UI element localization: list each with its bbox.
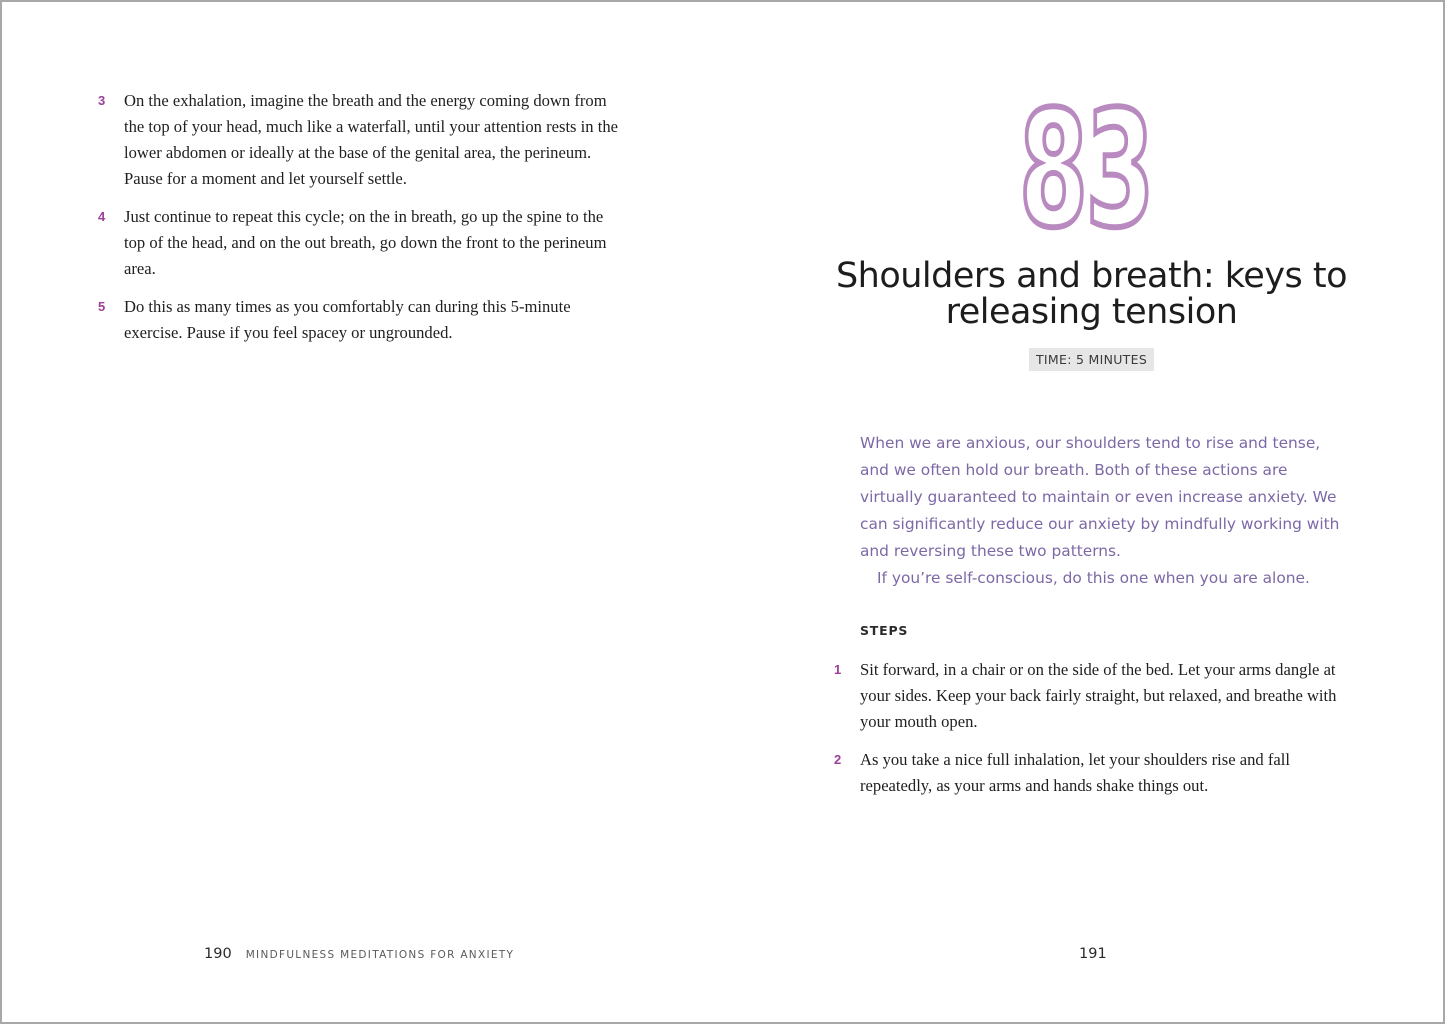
left-page: [2, 2, 724, 1022]
left-steps-list: [98, 88, 618, 358]
step-number: 5: [98, 299, 106, 314]
running-head: MINDFULNESS MEDITATIONS FOR ANXIETY: [245, 949, 515, 961]
step-item: [98, 88, 618, 192]
page-number: 191: [1079, 946, 1107, 962]
step-item: [98, 204, 618, 282]
intro-paragraph: When we are anxious, our shoulders tend to rise and tense, and we often hold our breath. Both of these actions are virtually guaranteed to maintain or even increase anxiety. We can significantly reduce our anxiety by mindfully working with and reversing these two patterns.: [860, 434, 1340, 560]
step-text: As you take a nice full inhalation, let your shoulders rise and fall repeatedly, as your arms and hands shake things out.: [860, 750, 1290, 795]
page-number: 190: [204, 946, 232, 962]
right-steps-list: [834, 657, 1344, 811]
step-text: Do this as many times as you comfortably can during this 5-minute exercise. Pause if you feel spacey or ungrounded.: [124, 297, 571, 342]
intro-paragraph: If you’re self-conscious, do this one when you are alone.: [877, 569, 1310, 587]
chapter-title: Shoulders and breath: keys to releasing tension: [835, 256, 1348, 332]
step-number: 2: [834, 752, 842, 767]
right-page: [724, 2, 1445, 1022]
step-item: [834, 657, 1344, 735]
step-text: Sit forward, in a chair or on the side of the bed. Let your arms dangle at your sides. Keep your back fairly straight, but relaxed, and breathe with your mouth open.: [860, 660, 1337, 731]
step-item: [834, 747, 1344, 799]
steps-heading: STEPS: [860, 623, 909, 638]
step-number: 3: [98, 93, 106, 108]
step-number: 4: [98, 209, 106, 224]
left-page-footer: [204, 946, 514, 962]
chapter-number: 83: [1018, 76, 1153, 263]
step-number: 1: [834, 662, 842, 677]
step-text: Just continue to repeat this cycle; on the in breath, go up the spine to the top of the head, and on the out breath, go down the front to the perineum area.: [124, 207, 607, 278]
time-badge: TIME: 5 MINUTES: [1029, 348, 1154, 371]
step-text: On the exhalation, imagine the breath and the energy coming down from the top of your head, much like a waterfall, until your attention rests in the lower abdomen or ideally at the base of the genital area, the perineum. Pause for a moment and let yourself settle.: [124, 91, 618, 188]
intro-text: [860, 430, 1350, 592]
step-item: [98, 294, 618, 346]
